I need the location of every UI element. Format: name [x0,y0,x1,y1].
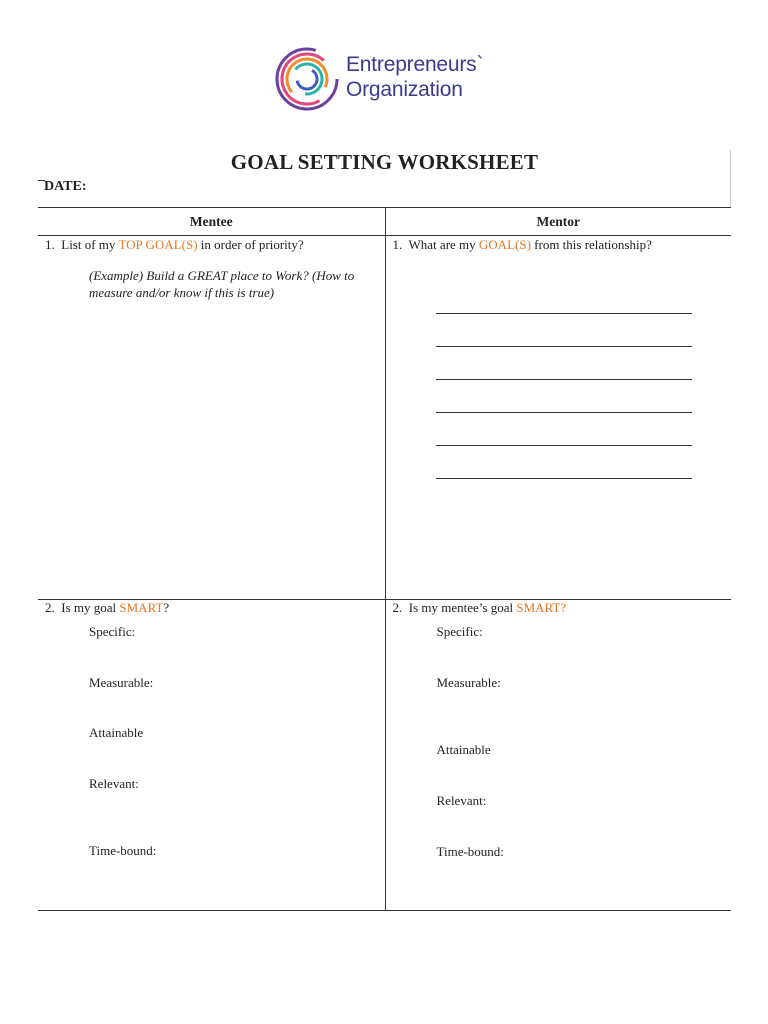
mentor-measurable-label: Measurable: [436,675,501,690]
right-margin-rule [730,150,731,207]
question-text-end: ? [163,600,170,615]
question-highlight: GOAL(S) [478,237,531,252]
question-number: 2. [392,600,403,615]
answer-blank-line[interactable] [436,313,692,314]
question-highlight: SMART [119,600,164,615]
mentor-question-1 [393,237,652,253]
answer-blank-line[interactable] [436,346,692,347]
mentee-smart-cell[interactable] [38,600,385,911]
logo-line-2: Organization [346,78,463,101]
eo-logo [274,46,504,112]
question-text-end: in order of priority? [197,237,304,252]
mentee-question-2 [45,600,169,616]
mentee-question-1 [45,237,304,253]
table-header-row [38,208,731,236]
answer-blank-line[interactable] [436,379,692,380]
question-number: 1. [45,237,55,252]
mentor-relevant-label: Relevant: [436,793,487,808]
mentor-attainable-label: Attainable [436,742,491,757]
answer-blank-line[interactable] [436,445,692,446]
answer-blank-line[interactable] [436,478,692,479]
header-mentor: Mentor [385,208,731,236]
question-text: Is my goal [61,600,120,615]
mentee-measurable-label: Measurable: [89,675,154,690]
question-text: List of my [61,237,119,252]
answer-blank-line[interactable] [436,412,692,413]
mentor-time-bound-label: Time-bound: [436,844,504,859]
question-number: 1. [392,237,403,252]
mentee-relevant-label: Relevant: [89,776,139,791]
mentor-goals-cell[interactable] [385,236,731,600]
mentor-smart-cell[interactable] [385,600,731,911]
question-number: 2. [45,600,55,615]
question-highlight: SMART? [516,600,567,615]
mentor-specific-label: Specific: [436,624,483,639]
header-mentee: Mentee [38,208,385,236]
question-text: What are my [408,237,479,252]
mentor-question-2 [393,600,567,616]
question-text-end: from this relationship? [530,237,652,252]
table-row-smart [38,600,731,911]
page-title: GOAL SETTING WORKSHEET [230,150,539,174]
mentee-time-bound-label: Time-bound: [89,843,157,858]
logo-line-1: Entrepreneurs` [346,53,484,76]
question-highlight: TOP GOAL(S) [118,237,198,252]
mentee-example-text: (Example) Build a GREAT place to Work? (How to measure and/or know if this is true) [89,268,355,300]
logo-wordmark [346,52,483,102]
eo-rings-logo-icon [274,46,340,112]
mentee-goals-cell[interactable] [38,236,385,600]
table-row-goals [38,236,731,600]
mentee-attainable-label: Attainable [89,725,144,740]
question-text: Is my mentee’s goal [408,600,517,615]
date-label: DATE: [44,179,87,194]
worksheet-table [38,207,731,911]
mentee-specific-label: Specific: [89,624,136,639]
